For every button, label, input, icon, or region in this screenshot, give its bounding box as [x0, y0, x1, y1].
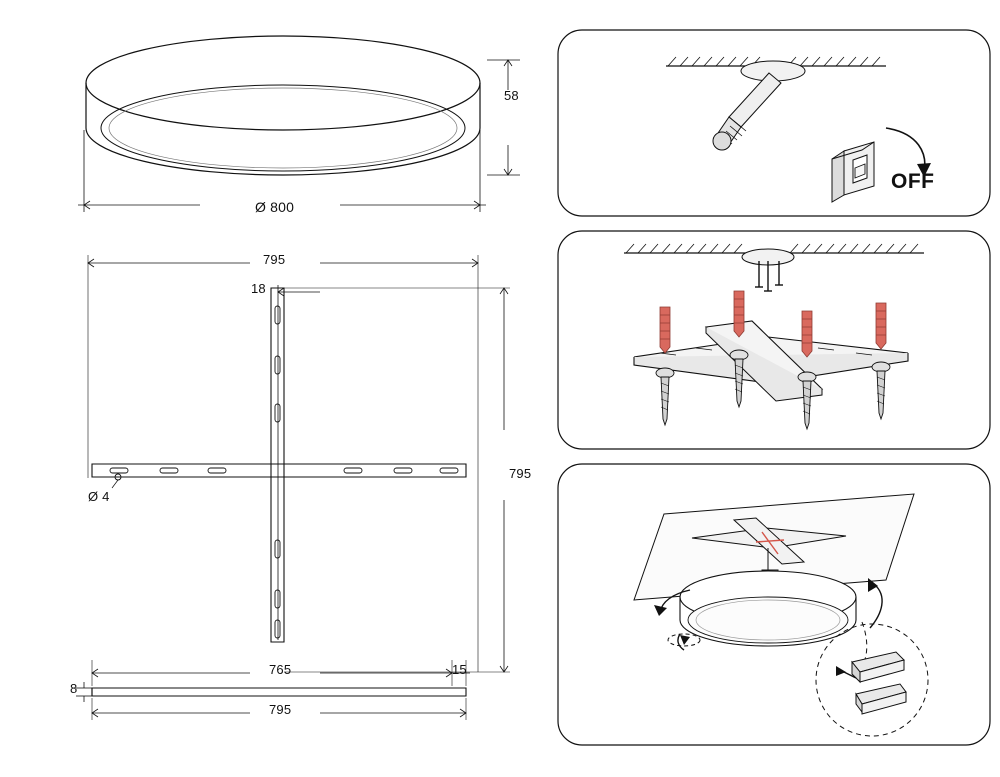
dimension-plan-795-right	[284, 288, 510, 672]
screwdriver-icon	[713, 73, 781, 150]
screw-icon	[656, 368, 674, 425]
switch-icon	[832, 142, 874, 202]
dimension-label-thickness-8: 8	[70, 681, 78, 696]
front-elevation-view	[86, 36, 480, 175]
dimension-label-span-765: 765	[269, 662, 292, 677]
cross-bracket-icon	[634, 321, 908, 401]
luminaire-body-icon	[680, 571, 856, 646]
connector-detail-icon	[836, 652, 906, 714]
dimension-label-total-795: 795	[269, 702, 292, 717]
off-label: OFF	[891, 170, 935, 193]
screw-icon	[872, 362, 890, 419]
dimension-label-height: 58	[504, 88, 519, 103]
dimension-label-plan-height: 795	[509, 466, 532, 481]
dimension-label-diameter: Ø 800	[255, 199, 295, 215]
dimension-label-offset-18: 18	[251, 281, 266, 296]
screw-icon	[798, 372, 816, 429]
bracket-plan-view	[88, 255, 510, 672]
dimension-label-hole-diameter: Ø 4	[88, 489, 110, 504]
dimension-height-58	[487, 60, 520, 175]
step-mount-bracket	[556, 229, 992, 451]
dimension-label-plan-width: 795	[263, 252, 286, 267]
dimension-label-end-15: 15	[452, 662, 467, 677]
step-attach-luminaire	[556, 462, 992, 747]
dimension-thickness-8	[76, 682, 92, 702]
